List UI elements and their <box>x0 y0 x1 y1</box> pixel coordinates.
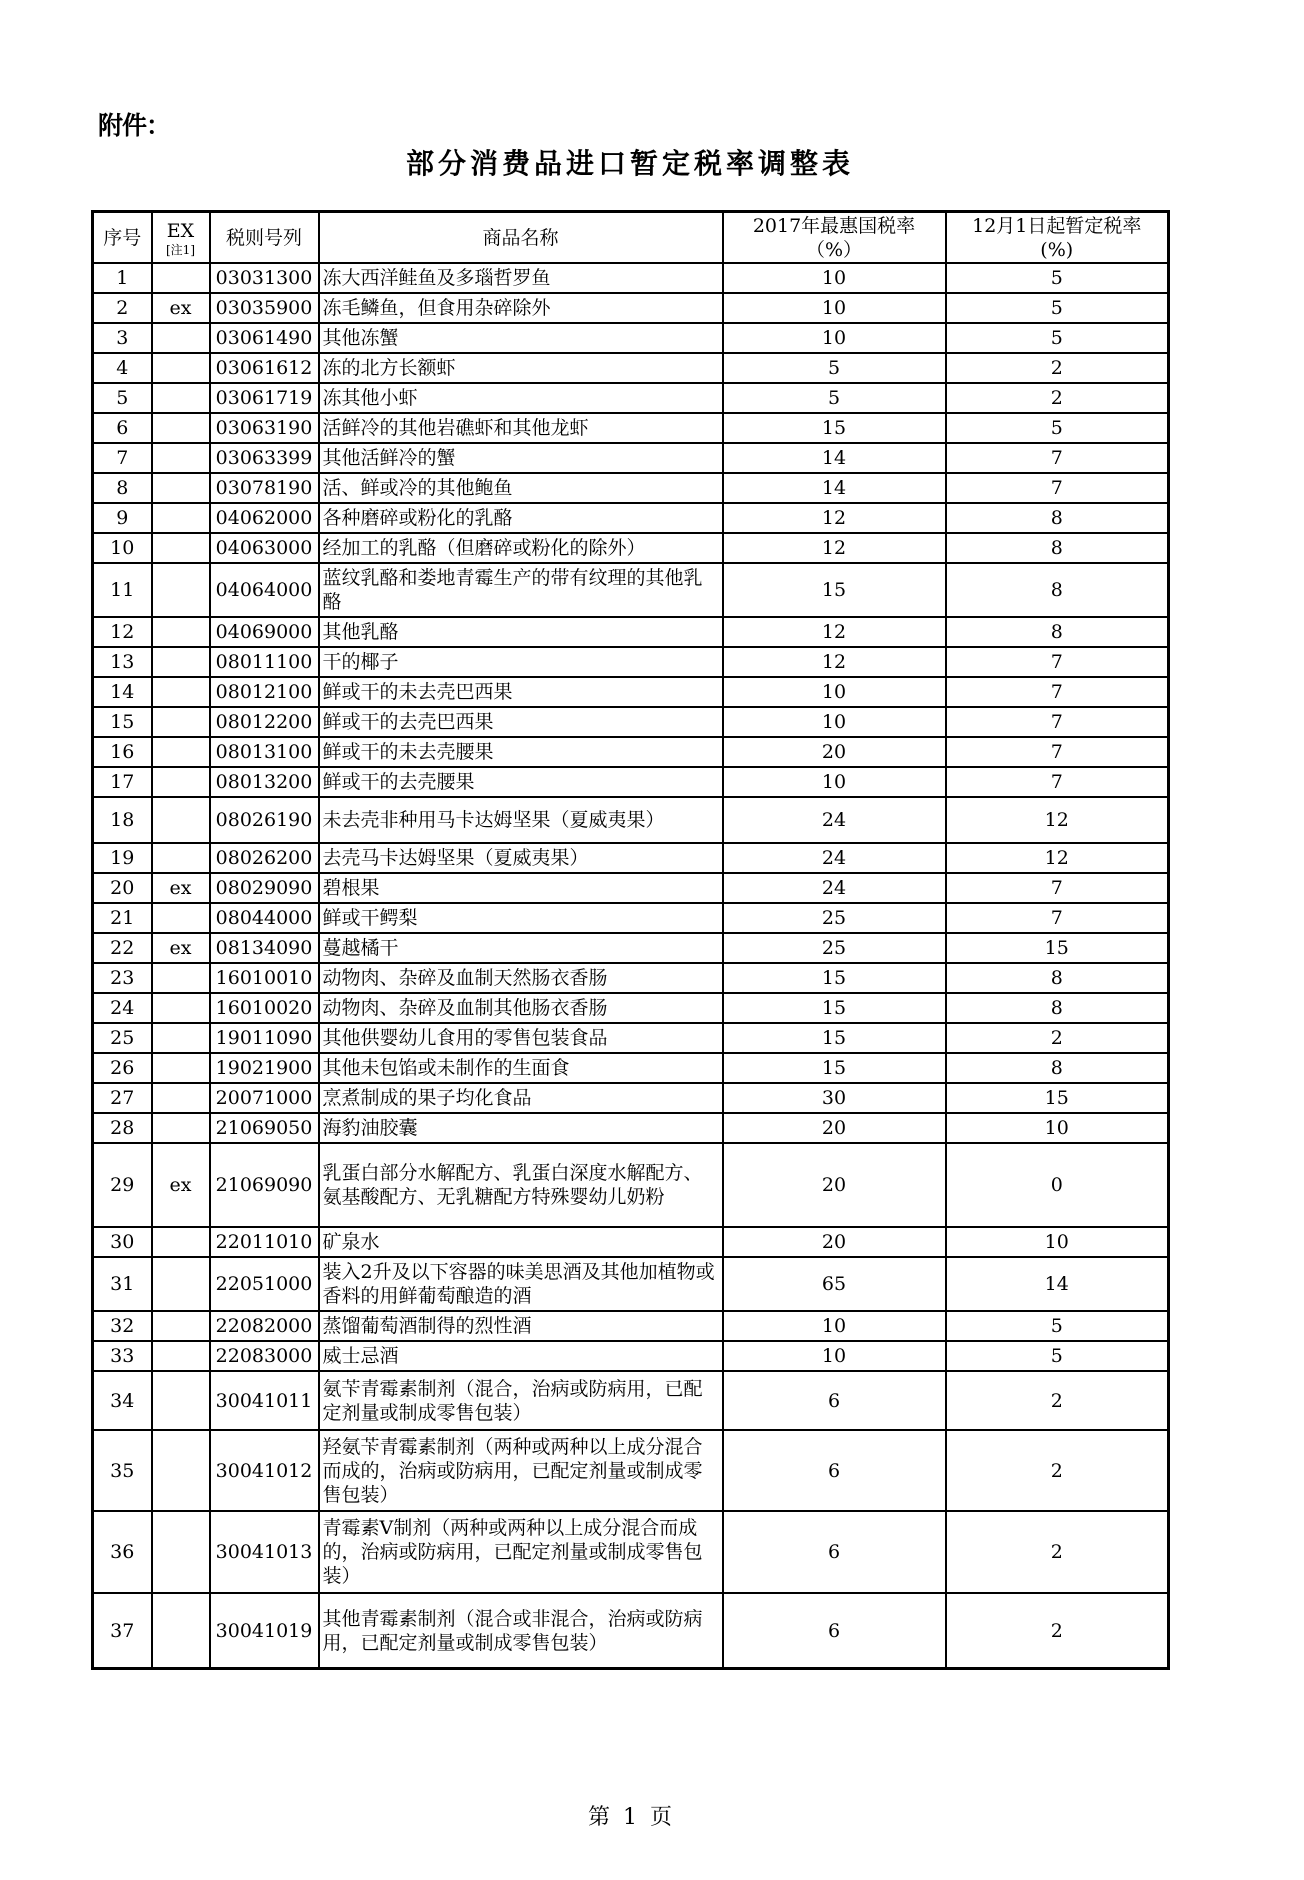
cell-name: 海豹油胶囊 <box>319 1113 723 1143</box>
cell-mfn-rate: 10 <box>723 677 946 707</box>
cell-code: 30041019 <box>210 1593 319 1669</box>
cell-code: 03078190 <box>210 473 319 503</box>
cell-name: 威士忌酒 <box>319 1341 723 1371</box>
cell-temp-rate: 15 <box>946 1083 1169 1113</box>
cell-code: 08134090 <box>210 933 319 963</box>
table-row <box>93 1511 1169 1593</box>
cell-code: 22011010 <box>210 1227 319 1257</box>
header-temp-rate <box>946 212 1169 264</box>
cell-code: 08012100 <box>210 677 319 707</box>
cell-ex <box>152 1053 210 1083</box>
cell-mfn-rate: 14 <box>723 443 946 473</box>
cell-code: 08013200 <box>210 767 319 797</box>
cell-ex <box>152 1023 210 1053</box>
cell-mfn-rate: 20 <box>723 1143 946 1227</box>
cell-code: 21069050 <box>210 1113 319 1143</box>
cell-ex <box>152 707 210 737</box>
cell-ex <box>152 1371 210 1430</box>
cell-ex <box>152 767 210 797</box>
table-row <box>93 1143 1169 1227</box>
cell-temp-rate: 7 <box>946 443 1169 473</box>
cell-name: 动物肉、杂碎及血制其他肠衣香肠 <box>319 993 723 1023</box>
cell-seq: 24 <box>93 993 152 1023</box>
cell-temp-rate: 8 <box>946 963 1169 993</box>
cell-ex <box>152 647 210 677</box>
cell-seq: 17 <box>93 767 152 797</box>
cell-code: 08026190 <box>210 797 319 843</box>
cell-ex <box>152 1311 210 1341</box>
header-seq: 序号 <box>93 212 152 264</box>
cell-mfn-rate: 15 <box>723 1023 946 1053</box>
table-row <box>93 383 1169 413</box>
cell-code: 04063000 <box>210 533 319 563</box>
cell-ex <box>152 563 210 617</box>
cell-ex <box>152 1593 210 1669</box>
cell-code: 20071000 <box>210 1083 319 1113</box>
cell-seq: 10 <box>93 533 152 563</box>
header-name: 商品名称 <box>319 212 723 264</box>
cell-temp-rate: 5 <box>946 293 1169 323</box>
cell-code: 03035900 <box>210 293 319 323</box>
cell-name: 未去壳非种用马卡达姆坚果（夏威夷果） <box>319 797 723 843</box>
header-mfn-rate-line2: （%） <box>805 238 863 261</box>
cell-seq: 13 <box>93 647 152 677</box>
cell-ex <box>152 503 210 533</box>
cell-temp-rate: 5 <box>946 323 1169 353</box>
cell-ex <box>152 1511 210 1593</box>
cell-mfn-rate: 14 <box>723 473 946 503</box>
cell-code: 08012200 <box>210 707 319 737</box>
cell-seq: 15 <box>93 707 152 737</box>
cell-name: 鲜或干的去壳巴西果 <box>319 707 723 737</box>
cell-seq: 37 <box>93 1593 152 1669</box>
cell-seq: 5 <box>93 383 152 413</box>
cell-temp-rate: 8 <box>946 993 1169 1023</box>
cell-ex: ex <box>152 293 210 323</box>
cell-seq: 21 <box>93 903 152 933</box>
cell-temp-rate: 8 <box>946 1053 1169 1083</box>
cell-seq: 23 <box>93 963 152 993</box>
cell-temp-rate: 12 <box>946 843 1169 873</box>
cell-mfn-rate: 20 <box>723 1227 946 1257</box>
cell-mfn-rate: 20 <box>723 1113 946 1143</box>
cell-temp-rate: 8 <box>946 503 1169 533</box>
cell-name: 蔓越橘干 <box>319 933 723 963</box>
cell-mfn-rate: 24 <box>723 843 946 873</box>
cell-seq: 16 <box>93 737 152 767</box>
cell-mfn-rate: 10 <box>723 1341 946 1371</box>
cell-mfn-rate: 15 <box>723 413 946 443</box>
cell-name: 氨苄青霉素制剂（混合，治病或防病用，已配定剂量或制成零售包装） <box>319 1371 723 1430</box>
table-row <box>93 1341 1169 1371</box>
cell-ex <box>152 533 210 563</box>
cell-mfn-rate: 6 <box>723 1511 946 1593</box>
cell-code: 22082000 <box>210 1311 319 1341</box>
cell-name: 活、鲜或冷的其他鲍鱼 <box>319 473 723 503</box>
table-header-row <box>93 212 1169 264</box>
cell-temp-rate: 8 <box>946 617 1169 647</box>
cell-mfn-rate: 12 <box>723 503 946 533</box>
cell-code: 08029090 <box>210 873 319 903</box>
cell-name: 蓝纹乳酪和娄地青霉生产的带有纹理的其他乳酪 <box>319 563 723 617</box>
cell-temp-rate: 7 <box>946 677 1169 707</box>
cell-temp-rate: 8 <box>946 563 1169 617</box>
table-row <box>93 903 1169 933</box>
cell-ex <box>152 1430 210 1511</box>
cell-temp-rate: 5 <box>946 413 1169 443</box>
cell-seq: 30 <box>93 1227 152 1257</box>
cell-seq: 34 <box>93 1371 152 1430</box>
table-row <box>93 1311 1169 1341</box>
table-row <box>93 1023 1169 1053</box>
cell-ex <box>152 843 210 873</box>
header-temp-rate-line1: 12月1日起暂定税率 <box>972 214 1142 237</box>
cell-temp-rate: 7 <box>946 473 1169 503</box>
cell-mfn-rate: 24 <box>723 797 946 843</box>
cell-mfn-rate: 10 <box>723 293 946 323</box>
cell-seq: 11 <box>93 563 152 617</box>
cell-code: 08011100 <box>210 647 319 677</box>
cell-temp-rate: 2 <box>946 1371 1169 1430</box>
cell-ex <box>152 993 210 1023</box>
cell-name: 鲜或干的未去壳巴西果 <box>319 677 723 707</box>
cell-mfn-rate: 12 <box>723 647 946 677</box>
cell-name: 其他活鲜冷的蟹 <box>319 443 723 473</box>
cell-mfn-rate: 10 <box>723 263 946 293</box>
cell-seq: 19 <box>93 843 152 873</box>
table-row <box>93 797 1169 843</box>
cell-ex <box>152 737 210 767</box>
cell-seq: 1 <box>93 263 152 293</box>
cell-mfn-rate: 5 <box>723 383 946 413</box>
cell-name: 矿泉水 <box>319 1227 723 1257</box>
table-row <box>93 503 1169 533</box>
table-row <box>93 843 1169 873</box>
cell-code: 19021900 <box>210 1053 319 1083</box>
header-ex-note: [注1] <box>166 242 195 257</box>
cell-name: 其他未包馅或未制作的生面食 <box>319 1053 723 1083</box>
cell-code: 03061719 <box>210 383 319 413</box>
cell-ex <box>152 1257 210 1311</box>
cell-mfn-rate: 25 <box>723 903 946 933</box>
header-temp-rate-line2: (%) <box>1040 238 1074 261</box>
table-row <box>93 1257 1169 1311</box>
cell-code: 08044000 <box>210 903 319 933</box>
cell-code: 08013100 <box>210 737 319 767</box>
cell-temp-rate: 7 <box>946 873 1169 903</box>
cell-temp-rate: 7 <box>946 903 1169 933</box>
cell-code: 16010020 <box>210 993 319 1023</box>
cell-temp-rate: 10 <box>946 1113 1169 1143</box>
cell-name: 烹煮制成的果子均化食品 <box>319 1083 723 1113</box>
cell-seq: 12 <box>93 617 152 647</box>
cell-name: 鲜或干的未去壳腰果 <box>319 737 723 767</box>
cell-temp-rate: 7 <box>946 707 1169 737</box>
cell-seq: 9 <box>93 503 152 533</box>
cell-name: 去壳马卡达姆坚果（夏威夷果） <box>319 843 723 873</box>
cell-seq: 3 <box>93 323 152 353</box>
cell-seq: 28 <box>93 1113 152 1143</box>
cell-temp-rate: 2 <box>946 1593 1169 1669</box>
cell-code: 04069000 <box>210 617 319 647</box>
cell-mfn-rate: 10 <box>723 767 946 797</box>
table-row <box>93 1593 1169 1669</box>
cell-mfn-rate: 6 <box>723 1430 946 1511</box>
cell-name: 鲜或干的去壳腰果 <box>319 767 723 797</box>
cell-temp-rate: 2 <box>946 383 1169 413</box>
cell-mfn-rate: 15 <box>723 993 946 1023</box>
cell-name: 装入2升及以下容器的味美思酒及其他加植物或香料的用鲜葡萄酿造的酒 <box>319 1257 723 1311</box>
header-code: 税则号列 <box>210 212 319 264</box>
cell-temp-rate: 12 <box>946 797 1169 843</box>
cell-temp-rate: 8 <box>946 533 1169 563</box>
cell-name: 青霉素V制剂（两种或两种以上成分混合而成的，治病或防病用，已配定剂量或制成零售包装） <box>319 1511 723 1593</box>
page-number: 第 1 页 <box>588 1805 672 1830</box>
cell-name: 经加工的乳酪（但磨碎或粉化的除外） <box>319 533 723 563</box>
cell-mfn-rate: 15 <box>723 1053 946 1083</box>
cell-mfn-rate: 12 <box>723 533 946 563</box>
cell-code: 08026200 <box>210 843 319 873</box>
cell-seq: 31 <box>93 1257 152 1311</box>
cell-temp-rate: 7 <box>946 647 1169 677</box>
cell-temp-rate: 5 <box>946 263 1169 293</box>
cell-ex <box>152 1341 210 1371</box>
table-row <box>93 1371 1169 1430</box>
table-row <box>93 647 1169 677</box>
cell-mfn-rate: 30 <box>723 1083 946 1113</box>
table-row <box>93 563 1169 617</box>
table-row <box>93 737 1169 767</box>
table-row <box>93 1227 1169 1257</box>
cell-temp-rate: 2 <box>946 353 1169 383</box>
cell-temp-rate: 2 <box>946 1430 1169 1511</box>
cell-temp-rate: 2 <box>946 1023 1169 1053</box>
table-row <box>93 1113 1169 1143</box>
cell-seq: 6 <box>93 413 152 443</box>
cell-ex: ex <box>152 933 210 963</box>
cell-seq: 20 <box>93 873 152 903</box>
cell-ex <box>152 1227 210 1257</box>
table-row <box>93 293 1169 323</box>
cell-seq: 33 <box>93 1341 152 1371</box>
cell-ex <box>152 963 210 993</box>
cell-mfn-rate: 10 <box>723 1311 946 1341</box>
table-row <box>93 963 1169 993</box>
attachment-label: 附件： <box>98 111 171 140</box>
cell-code: 22051000 <box>210 1257 319 1311</box>
table-row <box>93 1053 1169 1083</box>
cell-seq: 22 <box>93 933 152 963</box>
cell-name: 乳蛋白部分水解配方、乳蛋白深度水解配方、氨基酸配方、无乳糖配方特殊婴幼儿奶粉 <box>319 1143 723 1227</box>
table-row <box>93 1083 1169 1113</box>
cell-name: 鲜或干鳄梨 <box>319 903 723 933</box>
cell-code: 03063190 <box>210 413 319 443</box>
header-mfn-rate <box>723 212 946 264</box>
cell-temp-rate: 5 <box>946 1311 1169 1341</box>
cell-name: 冻其他小虾 <box>319 383 723 413</box>
cell-ex <box>152 903 210 933</box>
table-row <box>93 933 1169 963</box>
cell-code: 03061612 <box>210 353 319 383</box>
cell-code: 30041011 <box>210 1371 319 1430</box>
table-row <box>93 413 1169 443</box>
cell-code: 22083000 <box>210 1341 319 1371</box>
cell-mfn-rate: 10 <box>723 323 946 353</box>
cell-code: 03061490 <box>210 323 319 353</box>
cell-name: 各种磨碎或粉化的乳酪 <box>319 503 723 533</box>
cell-name: 其他乳酪 <box>319 617 723 647</box>
cell-seq: 7 <box>93 443 152 473</box>
cell-ex <box>152 323 210 353</box>
tariff-table <box>91 210 1170 1670</box>
cell-ex <box>152 617 210 647</box>
table-row <box>93 323 1169 353</box>
cell-ex <box>152 353 210 383</box>
cell-seq: 14 <box>93 677 152 707</box>
cell-ex <box>152 413 210 443</box>
cell-name: 动物肉、杂碎及血制天然肠衣香肠 <box>319 963 723 993</box>
cell-ex <box>152 473 210 503</box>
cell-mfn-rate: 65 <box>723 1257 946 1311</box>
cell-name: 干的椰子 <box>319 647 723 677</box>
cell-seq: 8 <box>93 473 152 503</box>
cell-ex <box>152 677 210 707</box>
cell-seq: 26 <box>93 1053 152 1083</box>
page-title: 部分消费品进口暂定税率调整表 <box>405 147 854 180</box>
cell-ex <box>152 1083 210 1113</box>
cell-mfn-rate: 20 <box>723 737 946 767</box>
cell-name: 活鲜冷的其他岩礁虾和其他龙虾 <box>319 413 723 443</box>
table-row <box>93 617 1169 647</box>
cell-ex: ex <box>152 873 210 903</box>
cell-name: 其他冻蟹 <box>319 323 723 353</box>
cell-seq: 35 <box>93 1430 152 1511</box>
header-ex <box>152 212 210 264</box>
cell-code: 21069090 <box>210 1143 319 1227</box>
table-row <box>93 873 1169 903</box>
cell-temp-rate: 15 <box>946 933 1169 963</box>
cell-temp-rate: 2 <box>946 1511 1169 1593</box>
cell-mfn-rate: 10 <box>723 707 946 737</box>
cell-code: 03031300 <box>210 263 319 293</box>
cell-temp-rate: 5 <box>946 1341 1169 1371</box>
cell-seq: 36 <box>93 1511 152 1593</box>
cell-code: 04062000 <box>210 503 319 533</box>
cell-temp-rate: 7 <box>946 767 1169 797</box>
table-row <box>93 443 1169 473</box>
cell-temp-rate: 7 <box>946 737 1169 767</box>
cell-seq: 29 <box>93 1143 152 1227</box>
cell-name: 其他供婴幼儿食用的零售包装食品 <box>319 1023 723 1053</box>
cell-ex: ex <box>152 1143 210 1227</box>
cell-temp-rate: 0 <box>946 1143 1169 1227</box>
cell-seq: 27 <box>93 1083 152 1113</box>
table-row <box>93 473 1169 503</box>
cell-mfn-rate: 15 <box>723 563 946 617</box>
table-row <box>93 707 1169 737</box>
cell-code: 03063399 <box>210 443 319 473</box>
cell-code: 04064000 <box>210 563 319 617</box>
cell-temp-rate: 10 <box>946 1227 1169 1257</box>
cell-ex <box>152 383 210 413</box>
cell-mfn-rate: 5 <box>723 353 946 383</box>
cell-ex <box>152 797 210 843</box>
cell-ex <box>152 443 210 473</box>
cell-seq: 18 <box>93 797 152 843</box>
cell-seq: 2 <box>93 293 152 323</box>
cell-name: 冻毛鳞鱼，但食用杂碎除外 <box>319 293 723 323</box>
cell-code: 16010010 <box>210 963 319 993</box>
table-row <box>93 767 1169 797</box>
cell-mfn-rate: 24 <box>723 873 946 903</box>
cell-mfn-rate: 15 <box>723 963 946 993</box>
cell-name: 其他青霉素制剂（混合或非混合，治病或防病用，已配定剂量或制成零售包装） <box>319 1593 723 1669</box>
cell-name: 冻大西洋鲑鱼及多瑙哲罗鱼 <box>319 263 723 293</box>
header-mfn-rate-line1: 2017年最惠国税率 <box>752 214 916 237</box>
cell-ex <box>152 263 210 293</box>
table-row <box>93 1430 1169 1511</box>
header-ex-label: EX <box>166 219 195 242</box>
table-row <box>93 993 1169 1023</box>
cell-mfn-rate: 6 <box>723 1593 946 1669</box>
cell-code: 30041012 <box>210 1430 319 1511</box>
cell-mfn-rate: 6 <box>723 1371 946 1430</box>
cell-name: 蒸馏葡萄酒制得的烈性酒 <box>319 1311 723 1341</box>
cell-name: 碧根果 <box>319 873 723 903</box>
cell-code: 19011090 <box>210 1023 319 1053</box>
table-row <box>93 533 1169 563</box>
cell-seq: 25 <box>93 1023 152 1053</box>
cell-name: 羟氨苄青霉素制剂（两种或两种以上成分混合而成的，治病或防病用，已配定剂量或制成零售包装） <box>319 1430 723 1511</box>
cell-ex <box>152 1113 210 1143</box>
cell-temp-rate: 14 <box>946 1257 1169 1311</box>
table-row <box>93 263 1169 293</box>
cell-mfn-rate: 12 <box>723 617 946 647</box>
cell-mfn-rate: 25 <box>723 933 946 963</box>
table-row <box>93 677 1169 707</box>
cell-name: 冻的北方长额虾 <box>319 353 723 383</box>
cell-code: 30041013 <box>210 1511 319 1593</box>
table-row <box>93 353 1169 383</box>
cell-seq: 4 <box>93 353 152 383</box>
cell-seq: 32 <box>93 1311 152 1341</box>
